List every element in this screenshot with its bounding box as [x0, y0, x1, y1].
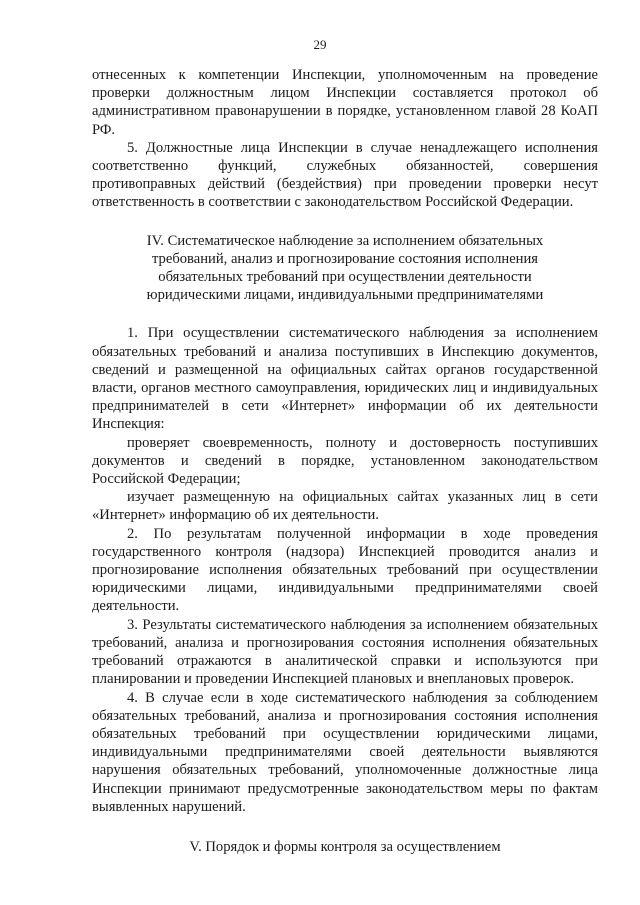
paragraph-item-1: 1. При осуществлении систематического наблюдения за исполнением обязательных требований и анализа поступивших в Инспекцию документов, сведений и размещенной на официальных сайтах органов государственной власти, органов местного самоуправления, юридических лиц и индивидуальных предпринимателей в сети «Интернет» информации об их деятельности Инспекция:: [92, 325, 598, 433]
paragraph-item-5: 5. Должностные лица Инспекции в случае ненадлежащего исполнения соответственно функций, служебных обязанностей, совершения противоправных действий (бездействия) при проведении проверки несут ответственность в соответствии с законодательством Российской Федерации.: [92, 139, 598, 211]
paragraph-continuation: отнесенных к компетенции Инспекции, уполномоченным на проведение проверки должностным лицом Инспекции составляется протокол об административном правонарушении в порядке, установленном главой 28 КоАП РФ.: [92, 67, 598, 138]
document-body: [92, 66, 598, 856]
page-number: 29: [313, 37, 327, 52]
paragraph-item-2: 2. По результатам полученной информации в ходе проведения государственного контроля (надзора) Инспекцией проводится анализ и прогнозирование исполнения обязательных требований при осуществлении юридическими лицами, индивидуальными предпринимателями своей деятельности.: [92, 525, 598, 615]
paragraph-item-3: 3. Результаты систематического наблюдения за исполнением обязательных требований, анализа и прогнозирования состояния исполнения обязательных требований отражаются в аналитической справки и используются при планировании и проведении Инспекцией плановых и внеплановых проверок.: [92, 616, 598, 688]
paragraph-subitem-checks: проверяет своевременность, полноту и достоверность поступивших документов и сведений в порядке, установленном законодательством Российской Федерации;: [92, 434, 598, 488]
paragraph-item-4: 4. В случае если в ходе систематического наблюдения за соблюдением обязательных требований, анализа и прогнозирования состояния исполнения обязательных требований при осуществлении юридическими лицами, индивидуальными предпринимателями своей деятельности выявляются нарушения обязательных требований, уполномоченные должностные лица Инспекции принимают предусмотренные законодательством меры по фактам выявленных нарушений.: [92, 689, 598, 815]
paragraph-subitem-studies: изучает размещенную на официальных сайтах указанных лиц в сети «Интернет» информацию об их деятельности.: [92, 489, 598, 524]
section-heading-iv: IV. Систематическое наблюдение за исполнением обязательных требований, анализ и прогнозирование состояния исполнения обязательных требований при осуществлении деятельности юридическими лицами, индивидуальными предпринимателями: [146, 232, 544, 304]
section-heading-v: V. Порядок и формы контроля за осуществлением: [189, 838, 501, 855]
